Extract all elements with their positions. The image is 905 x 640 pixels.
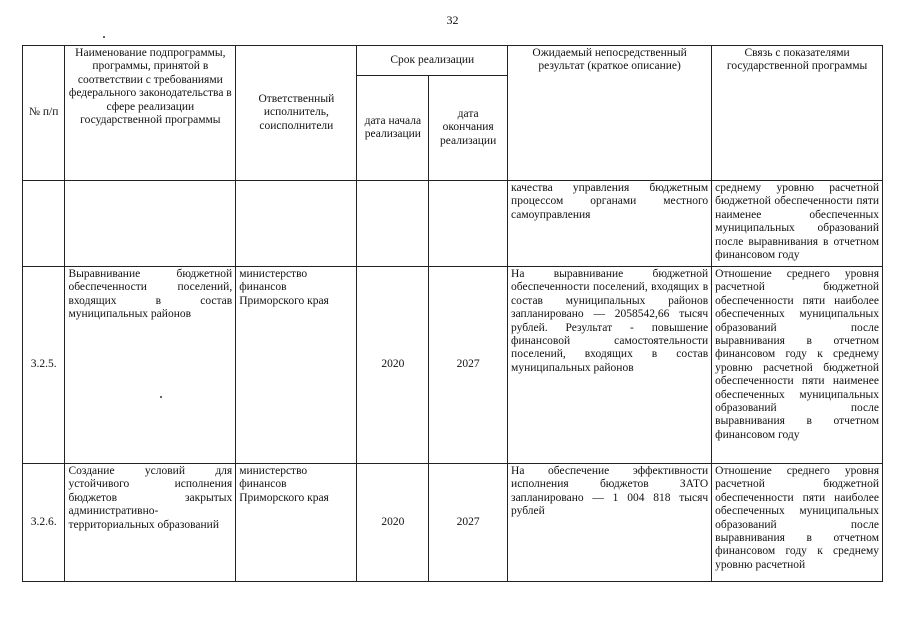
header-link: Связь с показателями государственной программы [712, 46, 883, 181]
row-result: качества управления бюджетным процессом органами местного самоуправления [508, 181, 712, 267]
row-start: 2020 [357, 267, 429, 464]
header-start: дата начала реализации [357, 76, 429, 181]
row-result: На выравнивание бюджетной обеспеченности поселений, входящих в состав муниципальных районов запланировано — 2058542,66 тысяч рублей. Результат - повышение финансовой самостоятельности поселений, входящих в состав муниципальных районов [508, 267, 712, 464]
row-end [429, 181, 508, 267]
header-term: Срок реализации [357, 46, 508, 76]
row-name: Выравнивание бюджетной обеспеченности поселений, входящих в состав муниципальных районов [65, 267, 236, 464]
row-start: 2020 [357, 464, 429, 582]
header-name: Наименование подпрограммы, программы, принятой в соответствии с требованиями федерального законодательства в сфере реализации государственной программы [65, 46, 236, 181]
row-executor: министерство финансов Приморского края [236, 464, 357, 582]
row-result: На обеспечение эффективности исполнения бюджетов ЗАТО запланировано — 1 004 818 тысяч рублей [508, 464, 712, 582]
header-executor: Ответственный исполнитель, соисполнители [236, 46, 357, 181]
scan-speck [103, 36, 105, 38]
row-executor: министерство финансов Приморского края [236, 267, 357, 464]
row-num [23, 181, 65, 267]
row-end: 2027 [429, 267, 508, 464]
program-table [22, 45, 883, 582]
row-link: Отношение среднего уровня расчетной бюджетной обеспеченности пяти наиболее обеспеченных муниципальных образований после выравнивания в отчетном финансовом году к среднему уровню расчетной бюджетной обеспеченности пяти наименее обеспеченных муниципальных образований после выравнивания в отчетном финансовом году [712, 267, 883, 464]
header-result: Ожидаемый непосредственный результат (краткое описание) [508, 46, 712, 181]
row-start [357, 181, 429, 267]
row-num: 3.2.5. [23, 267, 65, 464]
row-link: Отношение среднего уровня расчетной бюджетной обеспеченности пяти наиболее обеспеченных муниципальных образований после выравнивания в отчетном финансовом году к среднему уровню расчетной [712, 464, 883, 582]
table-row [23, 267, 883, 464]
row-executor [236, 181, 357, 267]
header-num: № п/п [23, 46, 65, 181]
row-end: 2027 [429, 464, 508, 582]
header-end: дата окончания реализации [429, 76, 508, 181]
row-num: 3.2.6. [23, 464, 65, 582]
table-header-row [23, 46, 883, 76]
table-row [23, 181, 883, 267]
row-link: среднему уровню расчетной бюджетной обеспеченности пяти наименее обеспеченных муниципальных образований после выравнивания в отчетном финансовом году [712, 181, 883, 267]
page-number: 32 [446, 13, 459, 27]
row-name: Создание условий для устойчивого исполнения бюджетов закрытых административно-территориальных образований [65, 464, 236, 582]
row-name [65, 181, 236, 267]
table-row [23, 464, 883, 582]
